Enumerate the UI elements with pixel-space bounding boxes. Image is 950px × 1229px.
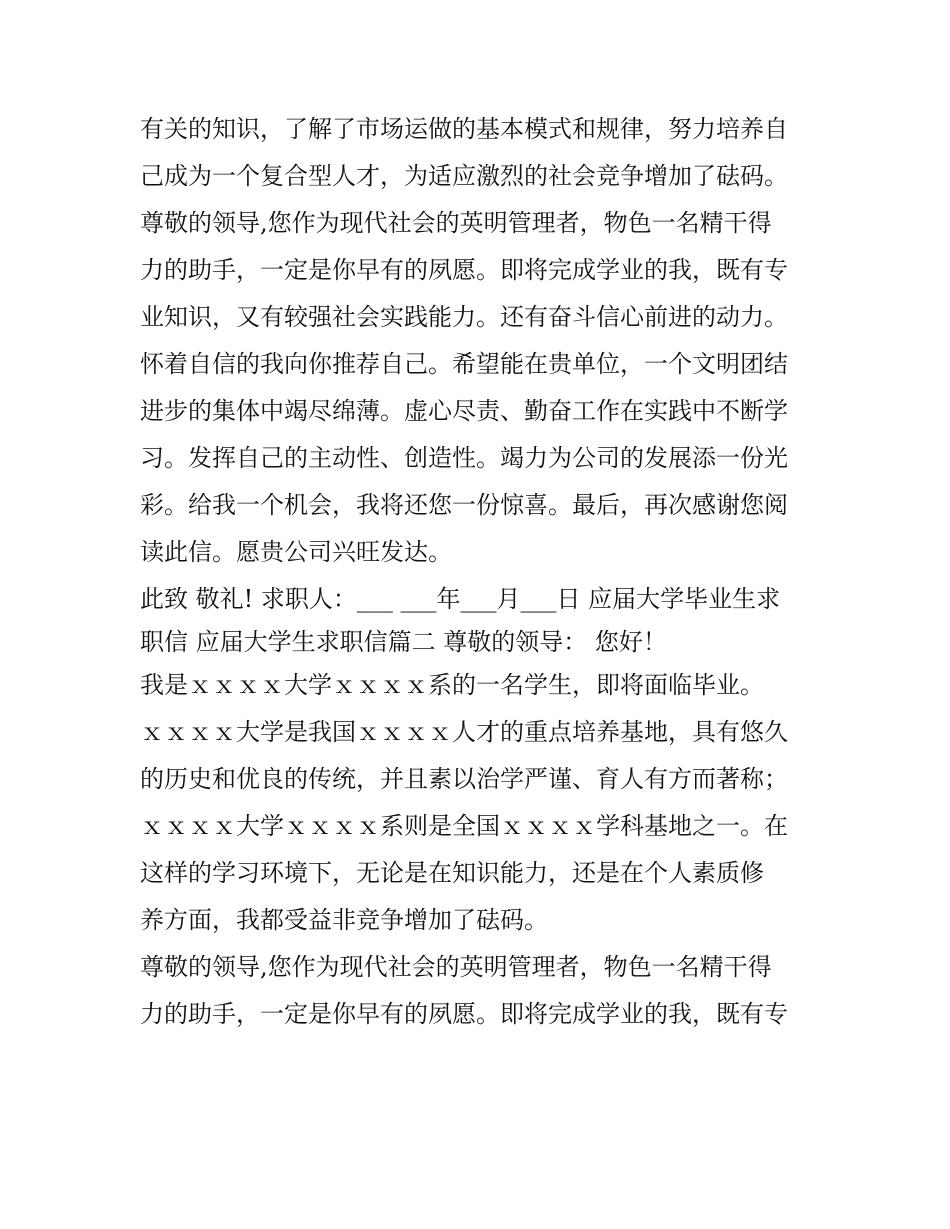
text-line: 彩。给我一个机会，我将还您一份惊喜。最后，再次感谢您阅 xyxy=(140,491,788,519)
text-line: 力的助手，一定是你早有的夙愿。即将完成学业的我，既有专 xyxy=(140,1000,788,1028)
text-line: 此致 敬礼! 求职人：___ ___年___月___日 应届大学毕业生求 xyxy=(140,585,781,613)
letter-body xyxy=(140,106,820,1038)
text-line: 习。发挥自己的主动性、创造性。竭力为公司的发展添一份光 xyxy=(140,444,788,472)
text-line: 有关的知识，了解了市场运做的基本模式和规律，努力培养自 xyxy=(140,115,788,143)
text-line: 怀着自信的我向你推荐自己。希望能在贵单位，一个文明团结 xyxy=(140,350,788,378)
text-line: 的历史和优良的传统，并且素以治学严谨、育人有方而著称； xyxy=(140,765,788,793)
text-line: 这样的学习环境下，无论是在知识能力，还是在个人素质修 xyxy=(140,859,764,887)
text-line: 业知识，又有较强社会实践能力。还有奋斗信心前进的动力。 xyxy=(140,303,788,331)
text-line: ｘｘｘｘ大学是我国ｘｘｘｘ人才的重点培养基地，具有悠久 xyxy=(140,718,788,746)
text-line: 尊敬的领导,您作为现代社会的英明管理者，物色一名精干得 xyxy=(140,953,772,981)
text-line: ｘｘｘｘ大学ｘｘｘｘ系则是全国ｘｘｘｘ学科基地之一。在 xyxy=(140,812,788,840)
text-line: 己成为一个复合型人才，为适应激烈的社会竞争增加了砝码。 xyxy=(140,162,788,190)
text-line: 读此信。愿贵公司兴旺发达。 xyxy=(140,538,452,566)
text-line: 养方面，我都受益非竞争增加了砝码。 xyxy=(140,906,548,934)
text-line: 我是ｘｘｘｘ大学ｘｘｘｘ系的一名学生，即将面临毕业。 xyxy=(140,671,764,699)
text-line: 尊敬的领导,您作为现代社会的英明管理者，物色一名精干得 xyxy=(140,209,772,237)
text-line: 进步的集体中竭尽绵薄。虚心尽责、勤奋工作在实践中不断学 xyxy=(140,397,788,425)
text-line: 力的助手，一定是你早有的夙愿。即将完成学业的我，既有专 xyxy=(140,256,788,284)
text-line: 职信 应届大学生求职信篇二 尊敬的领导： 您好！ xyxy=(140,628,667,656)
